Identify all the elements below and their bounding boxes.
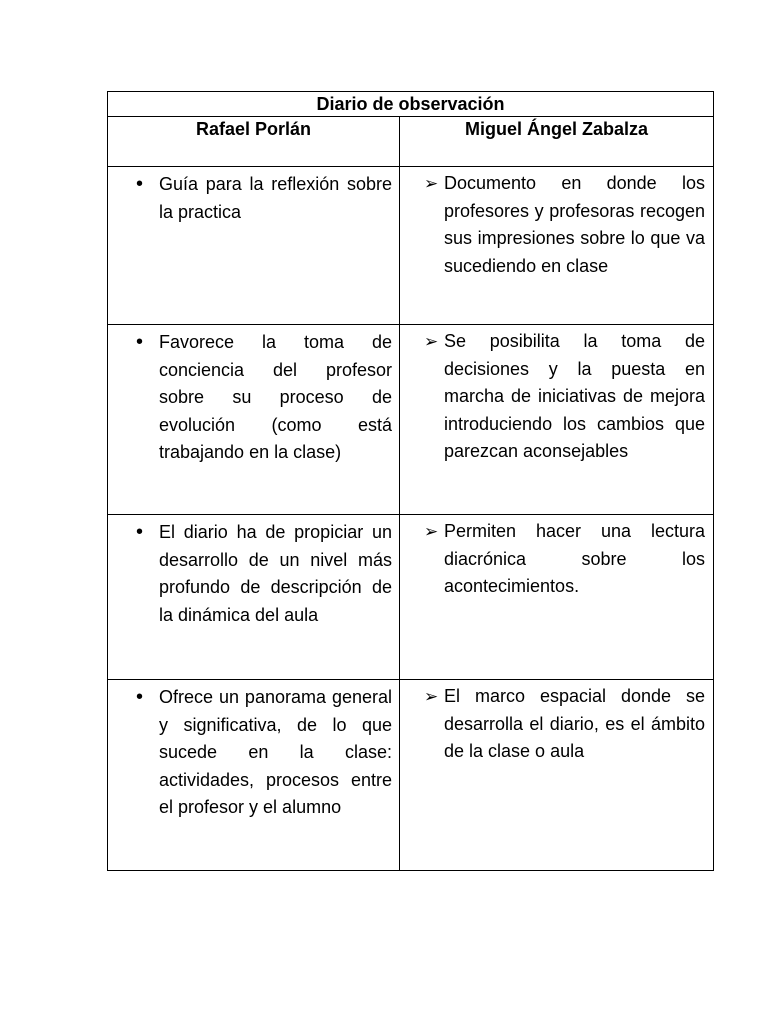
title-row: [108, 92, 714, 117]
list-item: [108, 325, 399, 467]
left-cell: [108, 167, 400, 325]
header-row: [108, 117, 714, 167]
right-cell: [400, 515, 714, 680]
observation-table: [107, 91, 714, 871]
item-text: Permiten hacer una lectura diacrónica sobre los acontecimientos.: [444, 521, 705, 596]
list-item: [400, 325, 713, 466]
column-header-porlan: Rafael Porlán: [108, 117, 400, 167]
table-title: Diario de observación: [108, 92, 714, 117]
list-item: [400, 515, 713, 601]
left-cell: [108, 515, 400, 680]
bullet-icon: •: [136, 173, 144, 195]
arrow-bullet-icon: ➢: [424, 174, 439, 193]
bullet-icon: •: [136, 686, 144, 708]
left-cell: [108, 325, 400, 515]
arrow-bullet-icon: ➢: [424, 522, 439, 541]
list-item: [400, 167, 713, 280]
list-item: [400, 680, 713, 766]
list-item: [108, 167, 399, 226]
item-text: Se posibilita la toma de decisiones y la puesta en marcha de iniciativas de mejora introduciendo los cambios que parezcan aconsejables: [444, 331, 705, 461]
left-cell: [108, 680, 400, 871]
column-header-zabalza: Miguel Ángel Zabalza: [400, 117, 714, 167]
item-text: El diario ha de propiciar un desarrollo de un nivel más profundo de descripción de la dinámica del aula: [159, 522, 392, 625]
arrow-bullet-icon: ➢: [424, 687, 439, 706]
table-row: [108, 680, 714, 871]
table-row: [108, 515, 714, 680]
item-text: El marco espacial donde se desarrolla el diario, es el ámbito de la clase o aula: [444, 686, 705, 761]
table-row: [108, 325, 714, 515]
right-cell: [400, 680, 714, 871]
bullet-icon: •: [136, 331, 144, 353]
item-text: Ofrece un panorama general y significativa, de lo que sucede en la clase: actividades, procesos entre el profesor y el alumno: [159, 687, 392, 817]
right-cell: [400, 167, 714, 325]
item-text: Guía para la reflexión sobre la practica: [159, 174, 392, 222]
arrow-bullet-icon: ➢: [424, 332, 439, 351]
item-text: Favorece la toma de conciencia del profesor sobre su proceso de evolución (como está trabajando en la clase): [159, 332, 392, 462]
right-cell: [400, 325, 714, 515]
item-text: Documento en donde los profesores y profesoras recogen sus impresiones sobre lo que va sucediendo en clase: [444, 173, 705, 276]
list-item: [108, 680, 399, 822]
bullet-icon: •: [136, 521, 144, 543]
table-row: [108, 167, 714, 325]
list-item: [108, 515, 399, 629]
